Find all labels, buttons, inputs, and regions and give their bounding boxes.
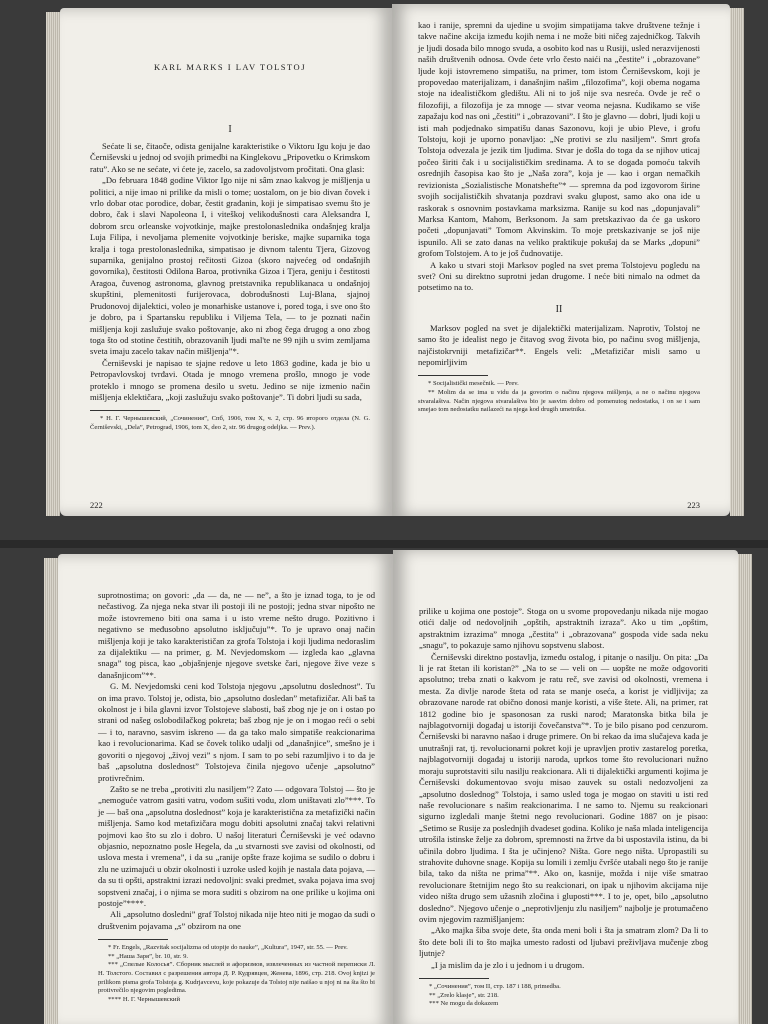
paragraph: A kako u stvari stoji Marksov pogled na svet prema Tolstojevu pogledu na svet? Oni su direktno suprotni jedan drugome. I neće biti nimalo na odmet da potsetimo na to. [418,259,700,293]
footnote-rule [418,375,488,376]
page-222 [60,8,392,516]
footnote: ** „Zrelo klasje”, str. 218. [429,991,499,999]
footnote: *** „Спелые Колосья”. Сборник мыслей и афоризмов, извлеченных из частной переписки Л. Н. Толстого. Составил с разрешения автора Д. Р. Кудрявцев, Женева, 1896, стр. 218. Ovoj knjizi je prilikom pisma grofa Tolstoja g. Kudrjavcevu, koje pokazuje da Tolstoj nije naišao u njoj ni na šta što bi protivrečilo njegovim pogledima. [98,961,375,995]
page-number: 223 [687,500,700,510]
footnote: *** Ne mogu da dokazem [429,1000,499,1008]
page-223 [392,4,730,516]
paragraph: Marksov pogled na svet je dijalektički materijalizam. Naprotiv, Tolstoj ne samo što je idealist nego je čitavog svog života bio, po načinu svog mišljenja, najčistokrvniji metafizičar**. Engels veli: „Metafizičar misli samo u nepomirljivim [418,322,700,367]
chapter-number: II [555,303,563,315]
paragraph: Sećate li se, čitaoče, odista genijalne karakteristike o Viktoru Igu koju je dao Černiševski u jednoj od svojih primedbi na Kinglekovu „Pripovetku o Krimskom ratu”. Ako se ne sećate, vi ćete je, zacelo, sa zadovoljstvom pročitati. Ona glasi: [90,141,370,174]
footnote: * Socijalistički mesečnik. — Prev. [428,380,519,388]
bottom-book-spread [0,548,768,1024]
page-edge-right [730,8,744,516]
footnote-rule [90,410,160,411]
page-225 [393,550,738,1024]
footnote-rule [98,939,168,940]
paragraph: Černiševski je napisao te sjajne redove u leto 1863 godine, kada je bio u Petropavlovskoj tvrđavi. Otada je mnogo vremena prošlo, mnogo je vode proteklo i mnogo se promena desilo u svetu. Jedino se nije izmenio način mišljenja eklektičara, „koji zaslužuju svako poštovanje”. Ti dobri ljudi su sada, [90,357,370,402]
paragraph: Ali „apsolutno dosledni” graf Tolstoj nikada nije hteo niti je mogao da sudi o društvenim pojavama „s” obzirom na one [98,909,375,931]
paragraph: prilike u kojima one postoje”. Stoga on u svome propovedanju nikada nije mogao otići dalje od nedovoljnih „opštih, apstraktnih izraza”. Ako u tim „opštim, apstraktnim izrazima” mnoga „čestita” i „obrazovana” gospoda vide sada neku „snagu”, to pokazuje samo njihovu sopstvenu slabost. [419,606,708,651]
page-224 [58,554,393,1024]
footnote-rule [419,978,489,979]
page-edge-left [46,12,60,516]
paragraph: „I ja mislim da je zlo i u jednom i u drugom. [431,959,585,970]
paragraph: Černiševski direktno postavlja, između ostalog, i pitanje o nasilju. On pita: „Da li je rat štetan ili koristan?” „Na to se — veli on — uopšte ne može odgovoriti apsolutno; treba znati o kakvom je ratu reč, sve zavisi od okolnosti, vremena i mesta. Za divlje narode šteta od rata se manje oseća, a korist je vidljivija; za obrazovane narode rat obično donosi manje koristi, a više štete. Ali, na primer, rat 1812 godine bio je spasonosan za ruski narod; Maratonska bitka bila je najblagotvorniji događaj u istoriji čovečanstva”*. To je bilo pisano pod cenzurom. Černiševski bi naravno našao i druge primere. On bi rekao da ima slučajeva kada je unutrašnji rat, tj. revolucionarni pokret koji je upravljen protiv zastarelog poretka, najblagotvorniji događaj u istoriji naroda, uprkos tome što revolucionari nužno moraju suprotstaviti silu nasilju reakcionara. Ali ti dijalektički argumenti kojima je Černiševski dokumentovao svoju misao zauvek su ostali nedozvoljeni za „apsolutno doslednog” Tolstoja, i samo usled toga je mogao on staviti u isti red naše revolucionare s našim reakcionarima. I ne samo to. Njemu su reakcionari sigurno izgledali manje štetni nego revolucionari. Godine 1887 on je pisao: „Setimo se Rusije za poslednjih dvadeset godina. Koliko je naša mlada inteligencija utrošila istinske želje za dobrom, spremnosti na žrtve da bi uspostavila istinu, da bi učinila dobro ljudima. I šta je učinjeno? Ništa. Gore nego ništa. Upropastili su strahovite duhovne snage. Kopija su lomili i zemlju čvršće utabali nego što je ranije bila, tako da ništa ne prima”**. Ako on, kasnije, možda i nije više smatrao revolucionare štetnijim nego što su reakcionari, on ipak u njihovim akcijama nije video ništa drugo sem užasnih zločina i gluposti***. I to je, opet, bilo „apsolutno dosledno”. Njegovo učenje o „neprotivljenju zlu nasiljem” najbolje je protumačeno ovim njegovim razmišljanjem: [419,651,708,924]
page-number: 222 [90,500,103,510]
footnote: ** Molim da se ima u vidu da ja govorim o načinu njegova mišljenja, a ne o načinu njegova stvaralaštva. Način njegova stvaralaštva bio je sasvim dobro od pomenutog nedostatka, i on se i sam smejao tom nedostatku nailazeći na njega kod drugih umetnika. [418,388,700,414]
paragraph: G. M. Nevjedomski ceni kod Tolstoja njegovu „apsolutnu doslednost”. Tu on ima pravo. Tolstoj je, odista, bio „apsolutno dosledan” metafizičar. Ali baš ta okolnost je i bila glavni izvor Tolstojeve slabosti, baš zbog nje je on i ostao po strani od našeg oslobodilačkog pokreta; baš zbog nje je on i mogao reći o sebi — i to, naravno, sasvim iskreno — da ga tako malo simpatiše reakcionarima kao i revolucionarima. Kad se čovek toliko udalji od „današnjice”, smešno je i govoriti o njegovoj „živoj vezi” s njom. I sam to po sebi razumljivo i to da je baš „apsolutna doslednost” Tolstojeva činila njegovo učenje „apsolutno” protivrečnim. [98,681,375,783]
page-edge-right [738,554,752,1024]
paragraph: suprotnostima; on govori: „da — da, ne — ne”, a što je iznad toga, to je od nečastivog. Za njega neka stvar ili postoji ili ne postoji; jedna stvar nipošto ne može istovremeno biti ona sama i u isto vreme nešto drugo. Pozitivno i negativno se međusobno apsolutno isključuju”*. To je upravo onaj način mišljenja koji je tako karakterističan za grofa Tolstoja i koji ljudima nedoraslim za dijalektiku — na primer, g. M. Nevjedomskom — izgleda kao „glavna snaga” tog pisca, kao „objašnjenje njegove svetske čari, njegove žive veze s današnjicom”**. [98,590,375,680]
paragraph: „Do februara 1848 godine Viktor Igo nije ni sâm znao kakvog je mišljenja u politici, a nije imao ni prilike da misli o tome; uostalom, on je bio divan čovek i vrlo dobar otac porodice, dobar, čestit građanin, koji je simpatisao svemu što je dobro, čak i slavi Napoleona I, i viteškoj velikodušnosti cara Aleksandra I, dobrom srcu orleanske vojvotkinje, majke prestolonaslednika ondašnjeg kralja Luja Filipa, i nevoljama plemenite vojvotkinje beriske, majke suparnika toga kralja i toga prestolonaslednika, simpatisao je divnom talentu Tjera, Gizovog suparnika, genijalno prostoj rečitosti Gizoa (skoro najvećeg od ondašnjih govornika), čestitosti Odilona Baroa, protivnika Gizoa i Tjera, geniju i čestitosti Aragoa, čuvenog astronoma, glavnog pretstavnika republikanaca u ondašnjoj skupštini, plemenitosti furijerovaca, dobrodušnosti Luj-Blana, sjajnoj Prudonovoj dijalektici, voleo je monarhiske ustanove i, pored toga, i sve ono što je dobro, pa i Spartansku republiku i Viljema Tela, — to je poznati način mišljenja koji zaslužuje svako poštovanje, ako ni zbog čega drugog a ono zbog toga što od stotine čestitih, obrazovanih ljudi mal'te ne 99 njih u svim zemljama sveta imaju zacelo takav način mišljenja”*. [90,175,370,357]
footnote: * Fr. Engels, „Razvitak socijalizma od utopije do nauke”, „Kultura”, 1947, str. 55. — Prev. [108,944,348,952]
paragraph: „Ako majka šiba svoje dete, šta onda meni boli i šta ja smatram zlom? Da li to što dete boli ili to što majka umesto radosti od ljubavi preživljava mučenje zbog ljutnje? [419,925,708,959]
paragraph: kao i ranije, spremni da ujedine u svojim simpatijama takve društvene težnje i takve načine akcija između kojih nema i ne može biti ničeg zajedničkog. Takvih je ljudi dosada bilo mnogo svuda, a osobito kod nas u Rusiji, usled nerazvijenosti naših društvenih odnosa. Ovde ćete vrlo često naići na „čestite” i „obrazovane” ljude koji istovremeno simpatišu, na primer, tom istom Černiševskom, koji je propovedao materijalizam, i današnjim našim „filozofima”, koji obema nogama stoje na idealističkom gledištu. Ali ni to još nije sva nesreća. Ovde je reč o filozofiji, a filozofija je za mnoge — stvar veoma nejasna. Kudikamo se više zapažaju kod nas oni „čestiti” i „obrazovani”. I što je glavno — dobri, ljudi koji u isti mah podjednako simpatišu danas Sazonovu, koji je ubio Pleve, i grofu Tolstoju, koji je uporno ponavljao: „Ne protivi se zlu nasiljem”. Smrt grofa Tolstoja odvezala je jezik tim ljudima. Stvar je došla do toga da se njihov uticaj počeo širiti čak i u socijalističkim sredinama. A to se događa pomoću takvih osrednjih časopisa kao što je „Naša zora”, koja je — kao i organ nemačkih revizionista „Sozialistische Monatshefte”* — spremna da pod izgovorom širine svojih socijalističkih shvatanja pozdravi svaku glupost, samo ako ona ide u raskorak s osnovnim postavkama marksizma. Ranije su kod nas „dopunjavali” Marksa Kantom, Mahom, Berksonom. Ja sam pretskazivao da će ga uskoro početi „dopunjavati” Tomom Akvinskim. To moje pretskazivanje se još nije ispunilo. Ali se zato danas na veliko praktikuje pokušaj da se Marks „dopuni” grofom Tolstojem. A to je još čudnovatije. [418,20,700,259]
paragraph: Zašto se ne treba „protiviti zlu nasiljem”? Zato — odgovara Tolstoj — što je „nemoguće vatrom gasiti vatru, vodom sušiti vodu, zlom uništavati zlo”***. To je — baš ona „apsolutna doslednost” koja je karakteristična za metafizički način mišljenja. Samo kod metafizičara mogu dobiti apsolutni značaj takvi relativni pojmovi kao što su zlo i dobro. U našoj literaturi Černiševski je već odavno objasnio, nepoznatno posle Hegela, da „u stvarnosti sve zavisi od okolnosti, od uslova mesta i vremena”, i da su „ranije opšte fraze kojima se sudilo o dobru i zlu ne uzimajući u obzir okolnosti i uzroke usled kojih je nastala data pojava, — da su ti opšti, apstraktni izrazi nedovoljni: svaki predmet, svaka pojava ima svoj sopstveni značaj, i o njima se mora suditi s obzirom na one prilike u kojima oni postoje”****. [98,783,375,908]
footnote: * Н. Г. Чернышевский, „Сочинения”, Спб, 1906, том X, ч. 2, стр. 96 второго отдела (N. G. Černiševski, „Dela”, Petrograd, 1906, tom X, deo 2, str. 96 drugog odeljka. — Prev.). [90,415,370,431]
chapter-number: I [228,124,232,135]
footnote: ** „Наша Заря”, br. 10, str. 9. [108,952,189,960]
running-title: KARL MARKS I LAV TOLSTOJ [153,62,307,72]
footnote: * „Сочинения”, том II, стр. 187 i 188, primedba. [429,983,561,990]
page-edge-left [44,558,58,1024]
footnote: **** Н. Г. Чернышевский [108,995,180,1003]
